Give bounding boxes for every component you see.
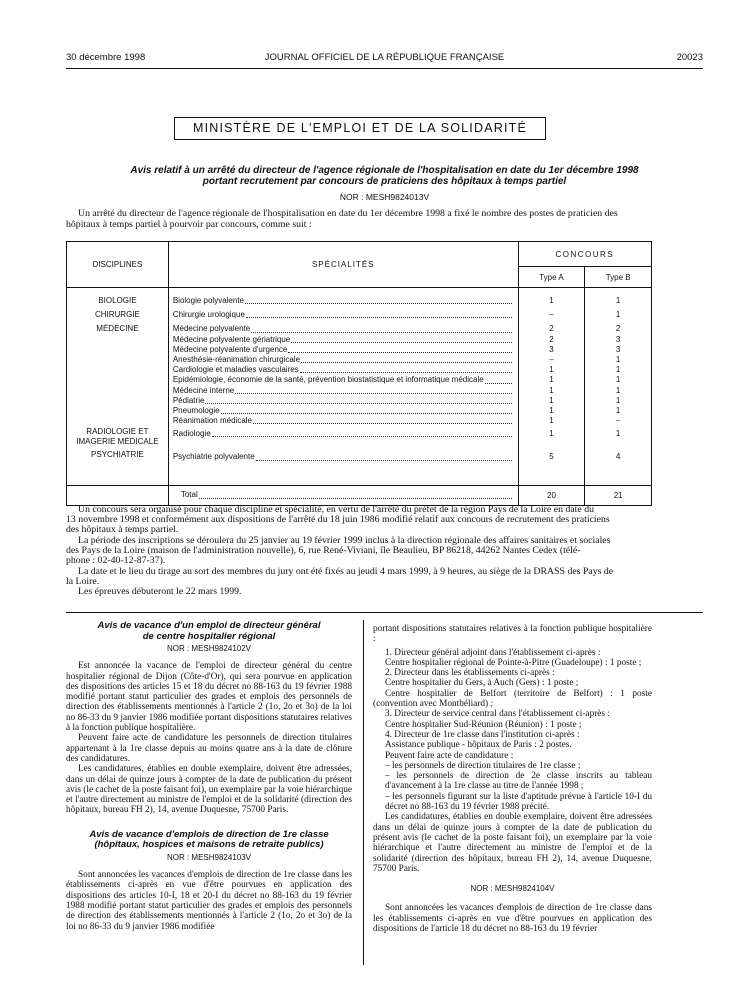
column-separator: [363, 620, 364, 965]
value-a: 1: [549, 416, 554, 426]
value-b: 3: [615, 334, 621, 344]
section-separator: [66, 612, 703, 613]
specialite: Radiologie: [173, 429, 514, 439]
total-label-cell: [168, 486, 518, 506]
value-b: 1: [615, 395, 621, 405]
avis3-paragraph: Sont annoncées les vacances d'emplois de direction de 1re classe dans les établissements ci-après en vue d'être pourvues en application des dispositions des articles 10-I, 18 et 20-I du décret no 88-163 du 19 février 1988 modifié portant statut particulier des grades et emplois des personnels de direction des établissements mentionnés à l'article 2 (1o, 2o et 3o) de la loi no 86-33 du 9 janvier 1986 modifiée: [66, 870, 352, 932]
right-paragraph: Les candidatures, établies en double exemplaire, doivent être adressées dans un délai de quinze jours à compter de la date de publication du présent avis (le cachet de la poste faisant foi), un exemplaire par la voie hiérarchique et l'autre directement au ministre de l'emploi et de la solidarité (direction des hôpitaux, bureau FH 2), 14, avenue Duquesne, 75700 Paris.: [373, 812, 652, 874]
avis-text-line: 13 novembre 1998 et conformément aux dispositions de l'arrêté du 18 juin 1986 modifié relatif aux concours de recrutement des praticiens: [66, 514, 610, 525]
value-a: 5: [549, 452, 554, 462]
specialite: Pneumologie: [173, 406, 514, 416]
col-header-disciplines: DISCIPLINES: [67, 242, 169, 288]
specialite: Médecine interne: [173, 386, 514, 396]
value-b: 1: [615, 365, 621, 375]
col-header-type-a: Type A: [518, 267, 585, 288]
page-number: 20023: [676, 52, 703, 63]
avis2-nor: NOR : MESH9824102V: [166, 644, 252, 653]
disciplines-cell: [67, 288, 169, 486]
header-date: 30 décembre 1998: [66, 52, 146, 63]
right-paragraph: portant dispositions statutaires relatives à la fonction publique hospitalière :: [373, 624, 652, 645]
value-a: 1: [549, 365, 554, 375]
specialite: Médecine polyvalente d'urgence: [173, 345, 514, 355]
avis-intro-2: hôpitaux à temps partiel à pourvoir par concours, comme suit :: [66, 219, 312, 230]
right-list-item: – les personnels de direction de 2e classe inscrits au tableau d'avancement à la 1re classe au titre de l'année 1998 ;: [385, 771, 652, 792]
value-a: 1: [549, 385, 554, 395]
right-list-item: Centre hospitalier de Belfort (territoire de Belfort) : 1 poste (convention avec Montbéliard) ;: [373, 688, 652, 710]
avis-text-line: Un concours sera organisé pour chaque discipline et spécialité, en vertu de l'arrêté du préfet de la région Pays de la Loire en date du: [78, 504, 594, 515]
value-a: –: [549, 354, 554, 364]
specialite: Pédiatrie: [173, 396, 514, 406]
avis-intro-1: Un arrêté du directeur de l'agence régionale de l'hospitalisation en date du 1er décembre 1998 a fixé le nombre des postes de praticien des: [78, 208, 618, 219]
right-list-item: Centre hospitalier du Gers, à Auch (Gers) : 1 poste ;: [385, 678, 579, 689]
avis-text-line: phone : 02-40-12-87-37).: [66, 555, 166, 566]
specialite: Médecine polyvalente: [173, 324, 514, 334]
avis-text-line: La période des inscriptions se déroulera du 25 janvier au 19 février 1999 inclus à la direction régionale des affaires sanitaires et sociales: [78, 535, 611, 546]
total-label: Total: [180, 490, 198, 500]
right-list-item: 4. Directeur de 1re classe dans l'institution ci-après :: [385, 729, 580, 740]
right-list-item: – les personnels figurant sur la liste d'aptitude prévue à l'article 10-I du décret no 88-163 du 19 février 1988 précité.: [385, 791, 652, 813]
value-b: –: [615, 416, 621, 426]
avis2-paragraph: Peuvent faire acte de candidature les personnels de direction titulaires appartenant à la 1re classe depuis au moins quatre ans à la date de clôture des candidatures.: [66, 733, 352, 764]
specialite: Biologie polyvalente: [173, 296, 514, 306]
left-column: [66, 621, 352, 932]
specialite: Médecine polyvalente gériatrique: [173, 335, 514, 345]
avis4-nor: NOR : MESH9824104V: [470, 884, 555, 894]
right-list-item: – les personnels de direction titulaires de 1re classe ;: [385, 760, 581, 771]
value-a: 1: [549, 405, 554, 415]
avis-text-line: des Pays de la Loire (maison de l'administration nouvelle), 6, rue René-Viviani, île Beaulieu, BP 86218, 44262 Nantes Cedex (télé-: [66, 545, 581, 556]
discipline: CHIRURGIE: [94, 310, 140, 320]
specialites-cell: [168, 288, 518, 486]
discipline: RADIOLOGIE ET: [86, 426, 149, 436]
header-rule: [66, 68, 703, 69]
specialite: Cardiologie et maladies vasculaires: [173, 365, 514, 375]
specialite: Psychiatrie polyvalente: [173, 452, 514, 462]
journal-title: JOURNAL OFFICIEL DE LA RÉPUBLIQUE FRANÇAISE: [264, 52, 505, 63]
right-column: [373, 624, 652, 934]
specialite: Anesthésie-réanimation chirurgicale: [173, 355, 514, 365]
value-b: 1: [615, 354, 621, 364]
value-a: 3: [549, 344, 554, 354]
discipline: BIOLOGIE: [98, 296, 137, 305]
value-b: 1: [615, 375, 621, 385]
avis3-nor: NOR : MESH9824103V: [166, 852, 252, 862]
type-b-cell: [585, 288, 652, 486]
value-b: 2: [615, 324, 621, 334]
right-list-item: Centre hospitalier régional de Pointe-à-Pitre (Guadeloupe) : 1 poste ;: [385, 657, 642, 668]
avis3-title: Avis de vacance d'emplois de direction de 1re classe: [89, 828, 329, 840]
value-b: 3: [615, 344, 621, 354]
specialite: Réanimation médicale: [173, 416, 514, 426]
avis-text-line: Les épreuves débuteront le 22 mars 1999.: [78, 586, 242, 597]
value-b: 1: [615, 429, 621, 439]
value-a: 1: [549, 429, 554, 439]
avis-text-line: la Loire.: [66, 576, 100, 587]
avis-text-line: des hôpitaux à temps partiel.: [66, 524, 179, 535]
avis-title-line-1: Avis relatif à un arrêté du directeur de l'agence régionale de l'hospitalisation en date du 1er décembre 1998: [130, 165, 639, 176]
avis-title-line-2: portant recrutement par concours de praticiens des hôpitaux à temps partiel: [202, 176, 567, 187]
specialite: Epidémiologie, économie de la santé, prévention biostatistique et informatique médicale: [173, 375, 514, 385]
ministry-heading: MINISTÈRE DE L'EMPLOI ET DE LA SOLIDARITÉ: [174, 117, 546, 140]
total-empty-cell: [67, 486, 169, 506]
right-list-item: Centre hospitalier Sud-Réunion (Réunion) : 1 poste ;: [385, 719, 582, 730]
total-a: 20: [518, 486, 585, 506]
value-a: 2: [549, 324, 554, 334]
avis2-paragraph: Les candidatures, établies en double exemplaire, doivent être adressées, dans un délai de quinze jours à compter de la date de publication du présent avis (le cachet de la poste faisant foi), un exemplaire par la voie hiérarchique et l'autre directement au ministre de l'emploi et de la solidarité (direction des hôpitaux, bureau FH 2), 14, avenue Duquesne, 75700 Paris.: [66, 764, 353, 816]
running-head: [66, 52, 703, 66]
nor-reference: NOR : MESH9824013V: [339, 192, 430, 202]
col-header-specialites: SPÉCIALITÉS: [168, 242, 518, 288]
avis3-title: (hôpitaux, hospices et maisons de retraite publics): [94, 839, 324, 851]
value-b: 1: [615, 405, 621, 415]
col-header-concours: CONCOURS: [518, 242, 651, 267]
value-b: 4: [615, 452, 621, 462]
avis-text-line: La date et le lieu du tirage au sort des membres du jury ont été fixés au jeudi 4 mars 1999, à 9 heures, au siège de la DRASS des Pays de: [78, 566, 614, 577]
value-a: –: [549, 310, 554, 320]
right-list-item: Assistance publique - hôpitaux de Paris : 2 postes.: [385, 740, 572, 751]
right-list-item: Peuvent faire acte de candidature :: [385, 750, 514, 761]
value-b: 1: [615, 310, 621, 320]
right-list-item: 3. Directeur de service central dans l'établissement ci-après :: [385, 709, 610, 720]
right-paragraph: Sont annoncées les vacances d'emplois de direction de 1re classe dans les établissements ci-après en vue d'être pourvues en application des dispositions de l'article 18 du décret no 88-163 du 19 février: [373, 903, 652, 935]
value-a: 1: [549, 375, 554, 385]
value-a: 1: [549, 395, 554, 405]
total-b: 21: [585, 486, 652, 506]
right-list-item: 1. Directeur général adjoint dans l'établissement ci-après :: [385, 647, 601, 658]
type-a-cell: [518, 288, 585, 486]
posts-table: [66, 241, 652, 506]
discipline: PSYCHIATRIE: [91, 449, 144, 459]
col-header-type-b: Type B: [585, 267, 652, 288]
right-list-item: 2. Directeur dans les établissements ci-après :: [385, 668, 555, 679]
value-a: 2: [549, 334, 554, 344]
avis2-title: de centre hospitalier régional: [142, 630, 276, 642]
avis2-title: Avis de vacance d'un emploi de directeur général: [97, 620, 321, 631]
discipline: MÉDECINE: [96, 324, 139, 334]
value-b: 1: [615, 385, 621, 395]
specialite: Chirurgie urologique: [173, 310, 514, 320]
avis2-paragraph: Est annoncée la vacance de l'emploi de directeur général du centre hospitalier régional de Dijon (Côte-d'Or), qui sera pourvue en application des dispositions des articles 15 et 18 du décret no 88-163 du 19 février 1988 modifié portant statut particulier des grades et emplois des personnels de direction des établissements mentionnés à l'article 2 (1o, 2o et 3o) de la loi no 86-33 du 9 janvier 1986 modifiée portant dispositions statutaires relatives à la fonction publique hospitalière.: [66, 661, 352, 734]
discipline: IMAGERIE MÉDICALE: [76, 436, 159, 446]
value-b: 1: [615, 296, 621, 305]
value-a: 1: [549, 296, 554, 305]
